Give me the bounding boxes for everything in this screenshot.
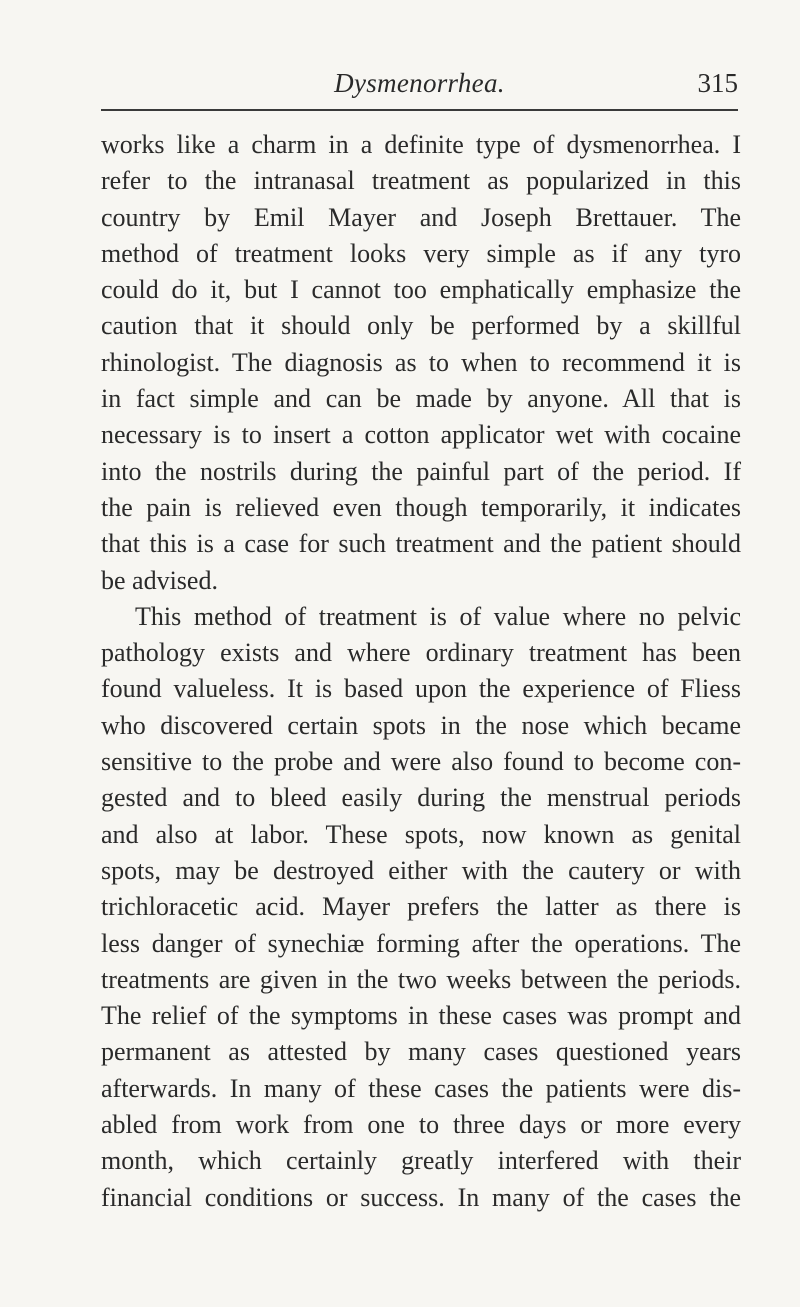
running-title: Dysmenorrhea. [334,68,505,98]
text-line: in fact simple and can be made by anyone. All that is [101,384,741,414]
text-line: afterwards. In many of these cases the patients were dis- [101,1073,741,1103]
text-line: month, which certainly greatly interfered with their [101,1146,741,1176]
text-line: method of treatment looks very simple as if any tyro [101,238,741,268]
text-line: treatments are given in the two weeks between the periods. [101,964,741,994]
text-line: country by Emil Mayer and Joseph Brettauer. The [101,202,741,232]
header-rule [101,109,738,111]
text-line: into the nostrils during the painful part of the period. If [101,456,741,486]
text-line: abled from work from one to three days or more every [101,1110,741,1140]
text-line: trichloracetic acid. Mayer prefers the latter as there is [101,892,741,922]
text-line: spots, may be destroyed either with the cautery or with [101,855,741,885]
text-line: the pain is relieved even though temporarily, it indicates [101,492,741,522]
text-line: be advised. [101,565,218,595]
text-line: works like a charm in a definite type of dysmenorrhea. I [101,130,741,159]
text-line: necessary is to insert a cotton applicator wet with cocaine [101,420,741,450]
text-line: who discovered certain spots in the nose which became [101,710,741,740]
body-text [101,127,741,1216]
text-line: and also at labor. These spots, now known as genital [101,819,741,849]
text-line: sensitive to the probe and were also found to become con- [101,747,741,777]
text-line: refer to the intranasal treatment as popularized in this [101,166,741,196]
text-line: found valueless. It is based upon the experience of Fliess [101,674,741,704]
text-line: less danger of synechiæ forming after the operations. The [101,928,741,958]
text-line: that this is a case for such treatment and the patient should [101,529,741,559]
text-line: The relief of the symptoms in these cases was prompt and [101,1001,741,1031]
text-line: financial conditions or success. In many of the cases the [101,1182,741,1212]
text-line: could do it, but I cannot too emphatically emphasize the [101,275,741,305]
page-header [101,66,738,106]
text-line: gested and to bleed easily during the menstrual periods [101,783,741,813]
text-line: permanent as attested by many cases questioned years [101,1037,741,1067]
text-line: This method of treatment is of value where no pelvic [135,601,741,631]
text-line: pathology exists and where ordinary treatment has been [101,638,741,668]
text-line: rhinologist. The diagnosis as to when to recommend it is [101,347,741,377]
page-number: 315 [697,68,738,98]
text-line: caution that it should only be performed by a skillful [101,311,741,341]
